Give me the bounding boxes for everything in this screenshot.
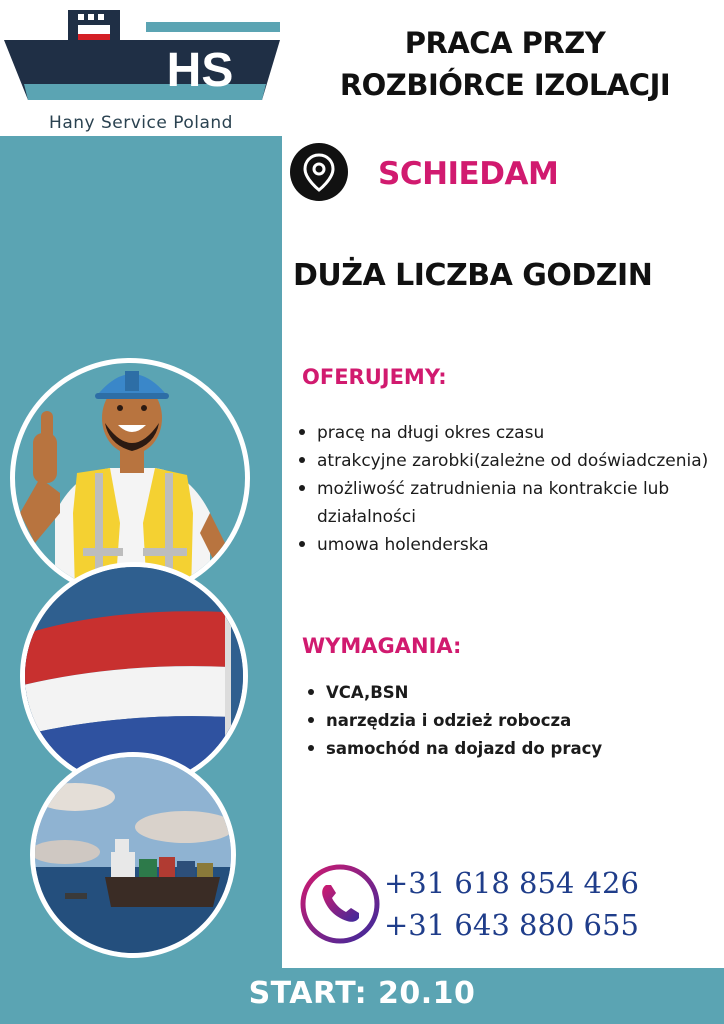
list-item: umowa holenderska [299, 531, 719, 559]
list-item: samochód na dojazd do pracy [308, 735, 708, 763]
requirements-heading: WYMAGANIA: [302, 634, 462, 658]
phone-numbers [384, 862, 639, 946]
location-city: SCHIEDAM [378, 156, 559, 192]
start-date: START: 20.10 [248, 976, 476, 1011]
title-line-1: PRACA PRZY [404, 26, 606, 60]
offer-heading: OFERUJEMY: [302, 365, 447, 389]
phone-number-1[interactable]: +31 618 854 426 [384, 866, 639, 900]
page-title [290, 22, 720, 106]
list-item: atrakcyjne zarobki(zależne od doświadczenia) [299, 447, 719, 475]
map-pin-icon [290, 143, 348, 201]
requirements-list [308, 679, 708, 763]
list-item: narzędzia i odzież robocza [308, 707, 708, 735]
footer-bar [0, 968, 724, 1024]
list-item: VCA,BSN [308, 679, 708, 707]
container-ship-photo [30, 752, 236, 958]
list-item: pracę na długi okres czasu [299, 419, 719, 447]
hours-headline: DUŻA LICZBA GODZIN [293, 258, 653, 293]
phone-number-2[interactable]: +31 643 880 655 [384, 908, 639, 942]
svg-text:HS: HS [166, 44, 234, 97]
title-line-2: ROZBIÓRCE IZOLACJI [339, 68, 671, 102]
offer-list [299, 419, 719, 559]
phone-icon [299, 863, 381, 945]
list-item: możliwość zatrudnienia na kontrakcie lub działalności [299, 475, 719, 531]
company-name: Hany Service Poland [49, 113, 233, 133]
company-logo [0, 0, 282, 136]
left-panel [0, 0, 282, 968]
ship-logo-icon [0, 0, 282, 112]
